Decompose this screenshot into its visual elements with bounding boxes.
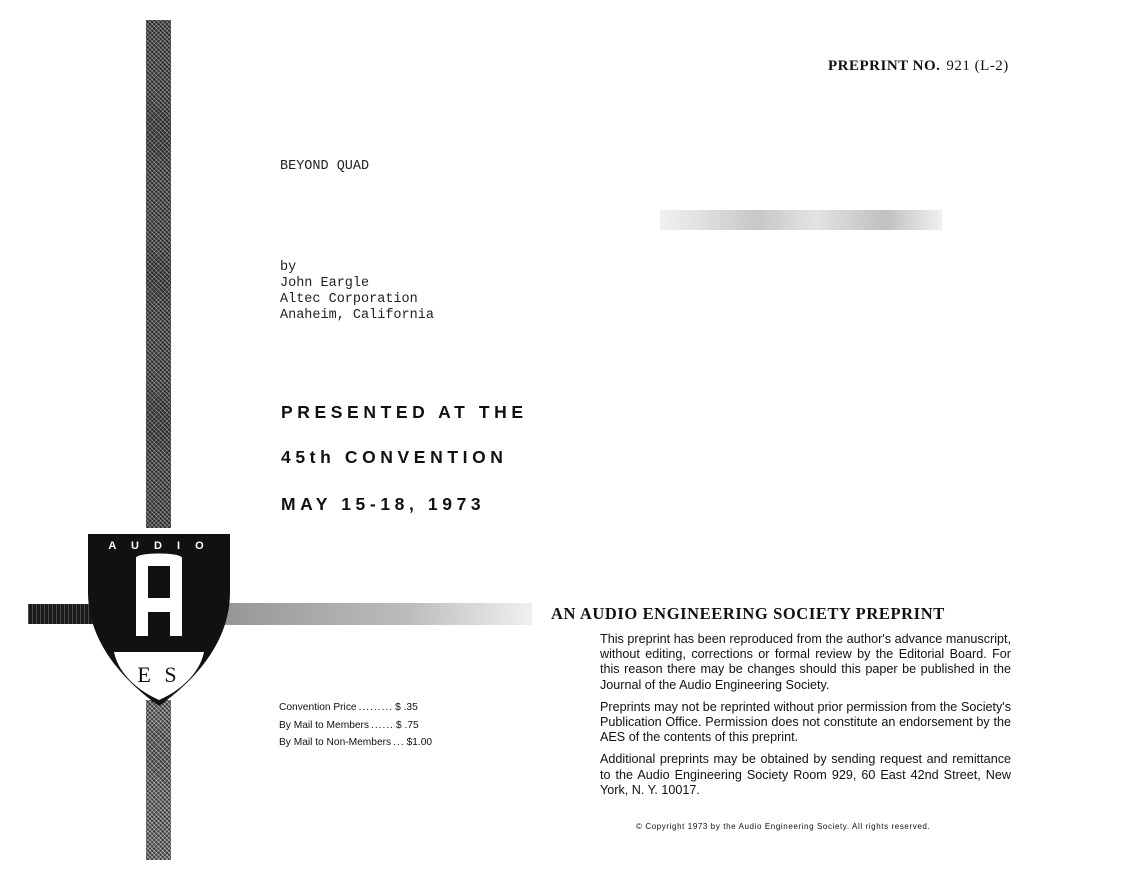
notice-paragraph-3: Additional preprints may be obtained by sending request and remittance to the Audio Engineering Society Room 929, 60 East 42nd Street, New York, N. Y. 10017. — [600, 752, 1011, 797]
decorative-horizontal-bar-right — [222, 603, 532, 625]
notice-paragraph-1: This preprint has been reproduced from the author's advance manuscript, without editing, corrections or formal review by the Editorial Board. For this reason there may be changes should this paper be published in the Journal of the Audio Engineering Society. — [600, 632, 1011, 692]
preprint-label: PREPRINT NO. — [828, 58, 941, 74]
logo-bottom-text: E S — [137, 662, 181, 687]
decorative-vertical-bar-bottom — [146, 700, 171, 860]
price-amount: $ .35 — [395, 702, 418, 713]
price-dots: ...... — [371, 719, 394, 731]
decorative-vertical-bar-top — [146, 20, 171, 528]
price-dots: ... — [393, 737, 405, 748]
logo-top-text: A U D I O — [108, 540, 210, 552]
price-dots: ......... — [358, 702, 394, 713]
preprint-number-value: 921 (L-2) — [946, 58, 1009, 74]
scan-smudge — [660, 210, 942, 230]
presented-line-2: 45th CONVENTION — [281, 447, 508, 467]
price-row — [279, 699, 432, 717]
presented-line-3: MAY 15-18, 1973 — [281, 494, 486, 514]
price-row — [279, 717, 432, 735]
aes-preprint-heading: AN AUDIO ENGINEERING SOCIETY PREPRINT — [551, 604, 945, 623]
price-list — [279, 699, 432, 752]
presented-line-1: PRESENTED AT THE — [281, 402, 528, 422]
aes-notice — [600, 632, 1011, 805]
paper-title: BEYOND QUAD — [280, 159, 370, 174]
price-row — [279, 734, 432, 752]
price-amount: $1.00 — [406, 737, 433, 748]
author-block: by John Eargle Altec Corporation Anaheim, California — [280, 260, 434, 323]
preprint-number — [828, 58, 1009, 75]
notice-paragraph-2: Preprints may not be reprinted without prior permission from the Society's Publication Office. Permission does not constitute an endorsement by the AES of the contents of this preprint. — [600, 699, 1011, 745]
price-label: By Mail to Members — [279, 719, 370, 731]
price-label: By Mail to Non-Members — [279, 737, 392, 748]
copyright-notice: © Copyright 1973 by the Audio Engineering Society. All rights reserved. — [636, 822, 931, 831]
aes-logo — [86, 532, 232, 708]
price-label: Convention Price — [279, 702, 357, 713]
price-amount: $ .75 — [396, 719, 419, 731]
